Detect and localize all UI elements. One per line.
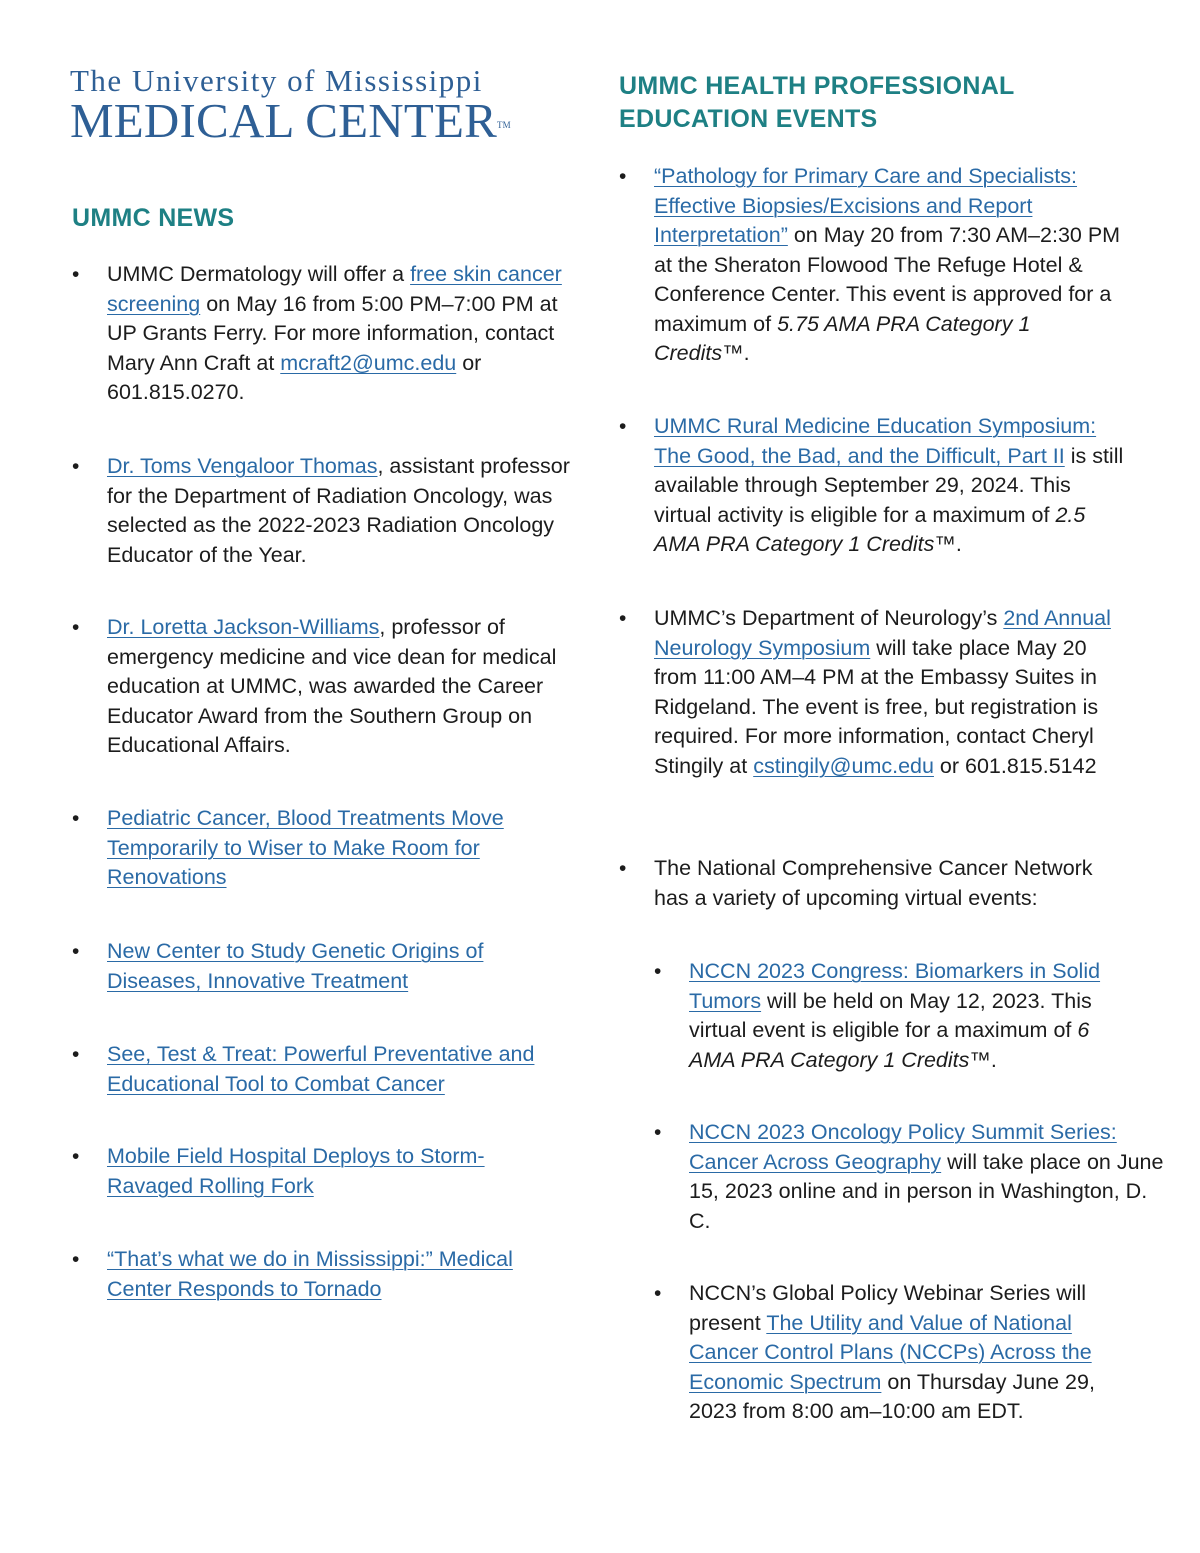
news-item-dermatology: [72, 260, 577, 408]
event-subitem-biomarkers: [654, 957, 1134, 1075]
event-3-details: will take place May 20 from 11:00 AM–4 PM at the Embassy Suites in Ridgeland. The event is free, but registration is required. For more information, contact Cheryl Stingily at: [654, 635, 1099, 778]
event-3-intro: UMMC’s Department of Neurology’s: [654, 606, 1004, 630]
news-item-1-phone: or 601.815.0270.: [107, 350, 482, 404]
nccn-biomarkers-link[interactable]: NCCN 2023 Congress: Biomarkers in Solid Tumors: [689, 959, 1101, 1013]
sub-1-tm: ™.: [969, 1047, 997, 1072]
event-2-details: is still available through September 29, 2024. This virtual activity is eligible for a maximum of: [654, 443, 1124, 527]
cstingily-email-link[interactable]: cstingily@umc.edu: [753, 753, 934, 778]
sub-1-credits: 6 AMA PRA Category 1 Credits: [689, 1018, 1090, 1072]
sub-3-details: on Thursday June 29, 2023 from 8:00 am–10:00 am EDT.: [689, 1369, 1095, 1423]
news-item-field-hospital: [72, 1142, 522, 1201]
rural-medicine-link[interactable]: UMMC Rural Medicine Education Symposium: The Good, the Bad, and the Difficult, Part II: [654, 414, 1097, 468]
sub-1-details: will be held on May 12, 2023. This virtual event is eligible for a maximum of: [689, 988, 1092, 1042]
news-item-genetic-origins: [72, 937, 542, 996]
events-heading: UMMC HEALTH PROFESSIONAL EDUCATION EVENTS: [619, 72, 1015, 133]
pathology-event-link[interactable]: “Pathology for Primary Care and Specialists: Effective Biopsies/Excisions and Report Interpretation”: [654, 164, 1078, 247]
event-item-pathology: [619, 162, 1124, 369]
event-1-credits: 5.75 AMA PRA Category 1 Credits: [654, 311, 1031, 365]
event-4-text: The National Comprehensive Cancer Network has a variety of upcoming virtual events:: [654, 856, 1093, 910]
sub-2-details: will take place on June 15, 2023 online and in person in Washington, D. C.: [689, 1149, 1164, 1233]
logo-medical-center-text: MEDICAL CENTER: [70, 93, 497, 148]
news-item-see-test-treat: [72, 1040, 562, 1099]
news-item-tornado: [72, 1245, 552, 1304]
event-1-tm: ™.: [722, 341, 750, 365]
event-2-credits: 2.5 AMA PRA Category 1 Credits: [654, 502, 1086, 556]
tornado-response-link[interactable]: “That’s what we do in Mississippi:” Medical Center Responds to Tornado: [107, 1247, 513, 1301]
news-item-vengaloor: [72, 452, 592, 570]
vengaloor-thomas-link[interactable]: Dr. Toms Vengaloor Thomas: [107, 454, 378, 478]
jackson-williams-link[interactable]: Dr. Loretta Jackson-Williams: [107, 615, 380, 639]
logo-trademark: TM: [496, 120, 511, 130]
news-item-1-text: UMMC Dermatology will offer a: [107, 262, 411, 286]
logo-line-university: The University of Mississippi: [70, 63, 483, 98]
event-3-phone: or 601.815.5142: [933, 753, 1097, 778]
genetic-origins-link[interactable]: New Center to Study Genetic Origins of Diseases, Innovative Treatment: [107, 939, 484, 993]
event-subitem-webinar: [654, 1279, 1134, 1427]
event-1-details: on May 20 from 7:30 AM–2:30 PM at the Sheraton Flowood The Refuge Hotel & Conference Center. This event is approved for a maximum of: [654, 223, 1121, 336]
event-item-rural-medicine: [619, 412, 1129, 560]
event-subitem-policy-summit: [654, 1118, 1164, 1236]
mcraft-email-link[interactable]: mcraft2@umc.edu: [280, 350, 457, 375]
nccn-policy-summit-link[interactable]: NCCN 2023 Oncology Policy Summit Series: Cancer Across Geography: [689, 1120, 1117, 1174]
neurology-symposium-link[interactable]: 2nd Annual Neurology Symposium: [654, 606, 1111, 660]
see-test-treat-link[interactable]: See, Test & Treat: Powerful Preventative and Educational Tool to Combat Cancer: [107, 1042, 535, 1096]
news-item-3-text: , professor of emergency medicine and vice dean for medical education at UMMC, was awarded the Career Educator Award from the Southern Group on Educational Affairs.: [107, 615, 557, 757]
news-heading: UMMC NEWS: [72, 204, 235, 232]
pediatric-cancer-link[interactable]: Pediatric Cancer, Blood Treatments Move Temporarily to Wiser to Make Room for Renovations: [107, 806, 504, 889]
news-item-pediatric-cancer: [72, 804, 542, 893]
event-item-nccn: [619, 854, 1119, 913]
ummc-logo: [70, 63, 540, 148]
news-item-1-details: on May 16 from 5:00 PM–7:00 PM at UP Grants Ferry. For more information, contact Mary Ann Craft at: [107, 291, 558, 375]
free-skin-screening-link[interactable]: free skin cancer screening: [107, 262, 562, 316]
nccps-webinar-link[interactable]: The Utility and Value of National Cancer Control Plans (NCCPs) Across the Economic Spectrum: [689, 1310, 1092, 1394]
sub-3-intro: NCCN’s Global Policy Webinar Series will present: [689, 1281, 1087, 1335]
news-item-jackson-williams: [72, 613, 592, 761]
event-2-tm: ™.: [934, 532, 962, 556]
logo-line-medical-center: [70, 93, 540, 148]
event-item-neurology: [619, 604, 1134, 781]
field-hospital-link[interactable]: Mobile Field Hospital Deploys to Storm-Ravaged Rolling Fork: [107, 1144, 485, 1198]
news-item-2-text: , assistant professor for the Department of Radiation Oncology, was selected as the 2022-2023 Radiation Oncology Educator of the Year.: [107, 454, 570, 567]
